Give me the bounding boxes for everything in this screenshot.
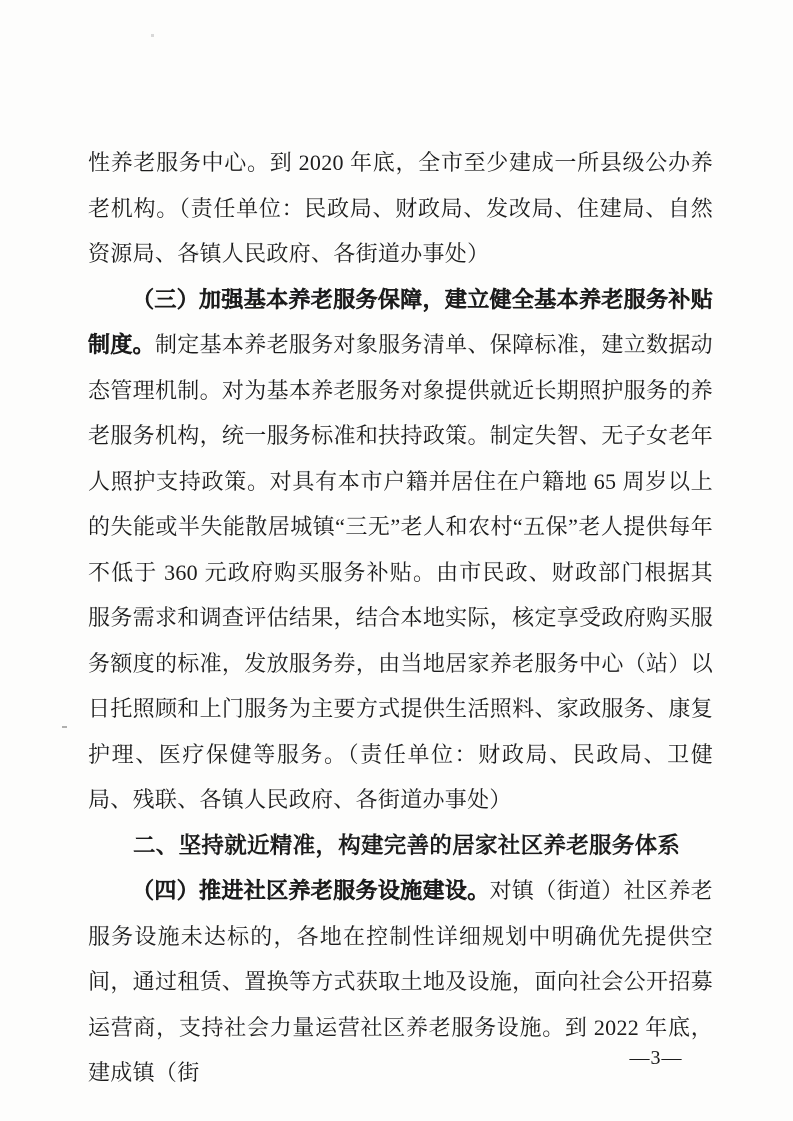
section-heading-2: 二、坚持就近精准，构建完善的居家社区养老服务体系 (133, 832, 681, 858)
page-number: —3— (629, 1047, 683, 1069)
document-body (88, 140, 713, 1096)
section-4-lead: （四）推进社区养老服务设施建设。 (132, 878, 490, 903)
scan-speck (151, 34, 154, 37)
scan-speck (62, 726, 67, 728)
paragraph-section-3 (88, 277, 713, 823)
section-3-lead: （三）加强基本养老服务保障，建立健全基本养老服务补贴制度。 (88, 286, 713, 357)
section-3-body: 制定基本养老服务对象服务清单、保障标准，建立数据动态管理机制。对为基本养老服务对象提供就近长期照护服务的养老服务机构，统一服务标准和扶持政策。制定失智、无子女老年人照护支持政策。对具有本市户籍并居住在户籍地 65 周岁以上的失能或半失能散居城镇“三无”老人和农村“五保”老人提供每年不低于 360 元政府购买服务补贴。由市民政、财政部门根据其服务需求和调查评估结果，结合本地实际，核定享受政府购买服务额度的标准，发放服务券，由当地居家养老服务中心（站）以日托照顾和上门服务为主要方式提供生活照料、家政服务、康复护理、医疗保健等服务。（责任单位：财政局、民政局、卫健局、残联、各镇人民政府、各街道办事处） (88, 332, 713, 812)
paragraph-continuation: 性养老服务中心。到 2020 年底，全市至少建成一所县级公办养老机构。（责任单位：民政局、财政局、发改局、住建局、自然资源局、各镇人民政府、各街道办事处） (88, 150, 713, 266)
section-4-body: 对镇（街道）社区养老服务设施未达标的，各地在控制性详细规划中明确优先提供空间，通过租赁、置换等方式获取土地及设施，面向社会公开招募运营商，支持社会力量运营社区养老服务设施。到 2022 年底，建成镇（街 (88, 878, 713, 1085)
